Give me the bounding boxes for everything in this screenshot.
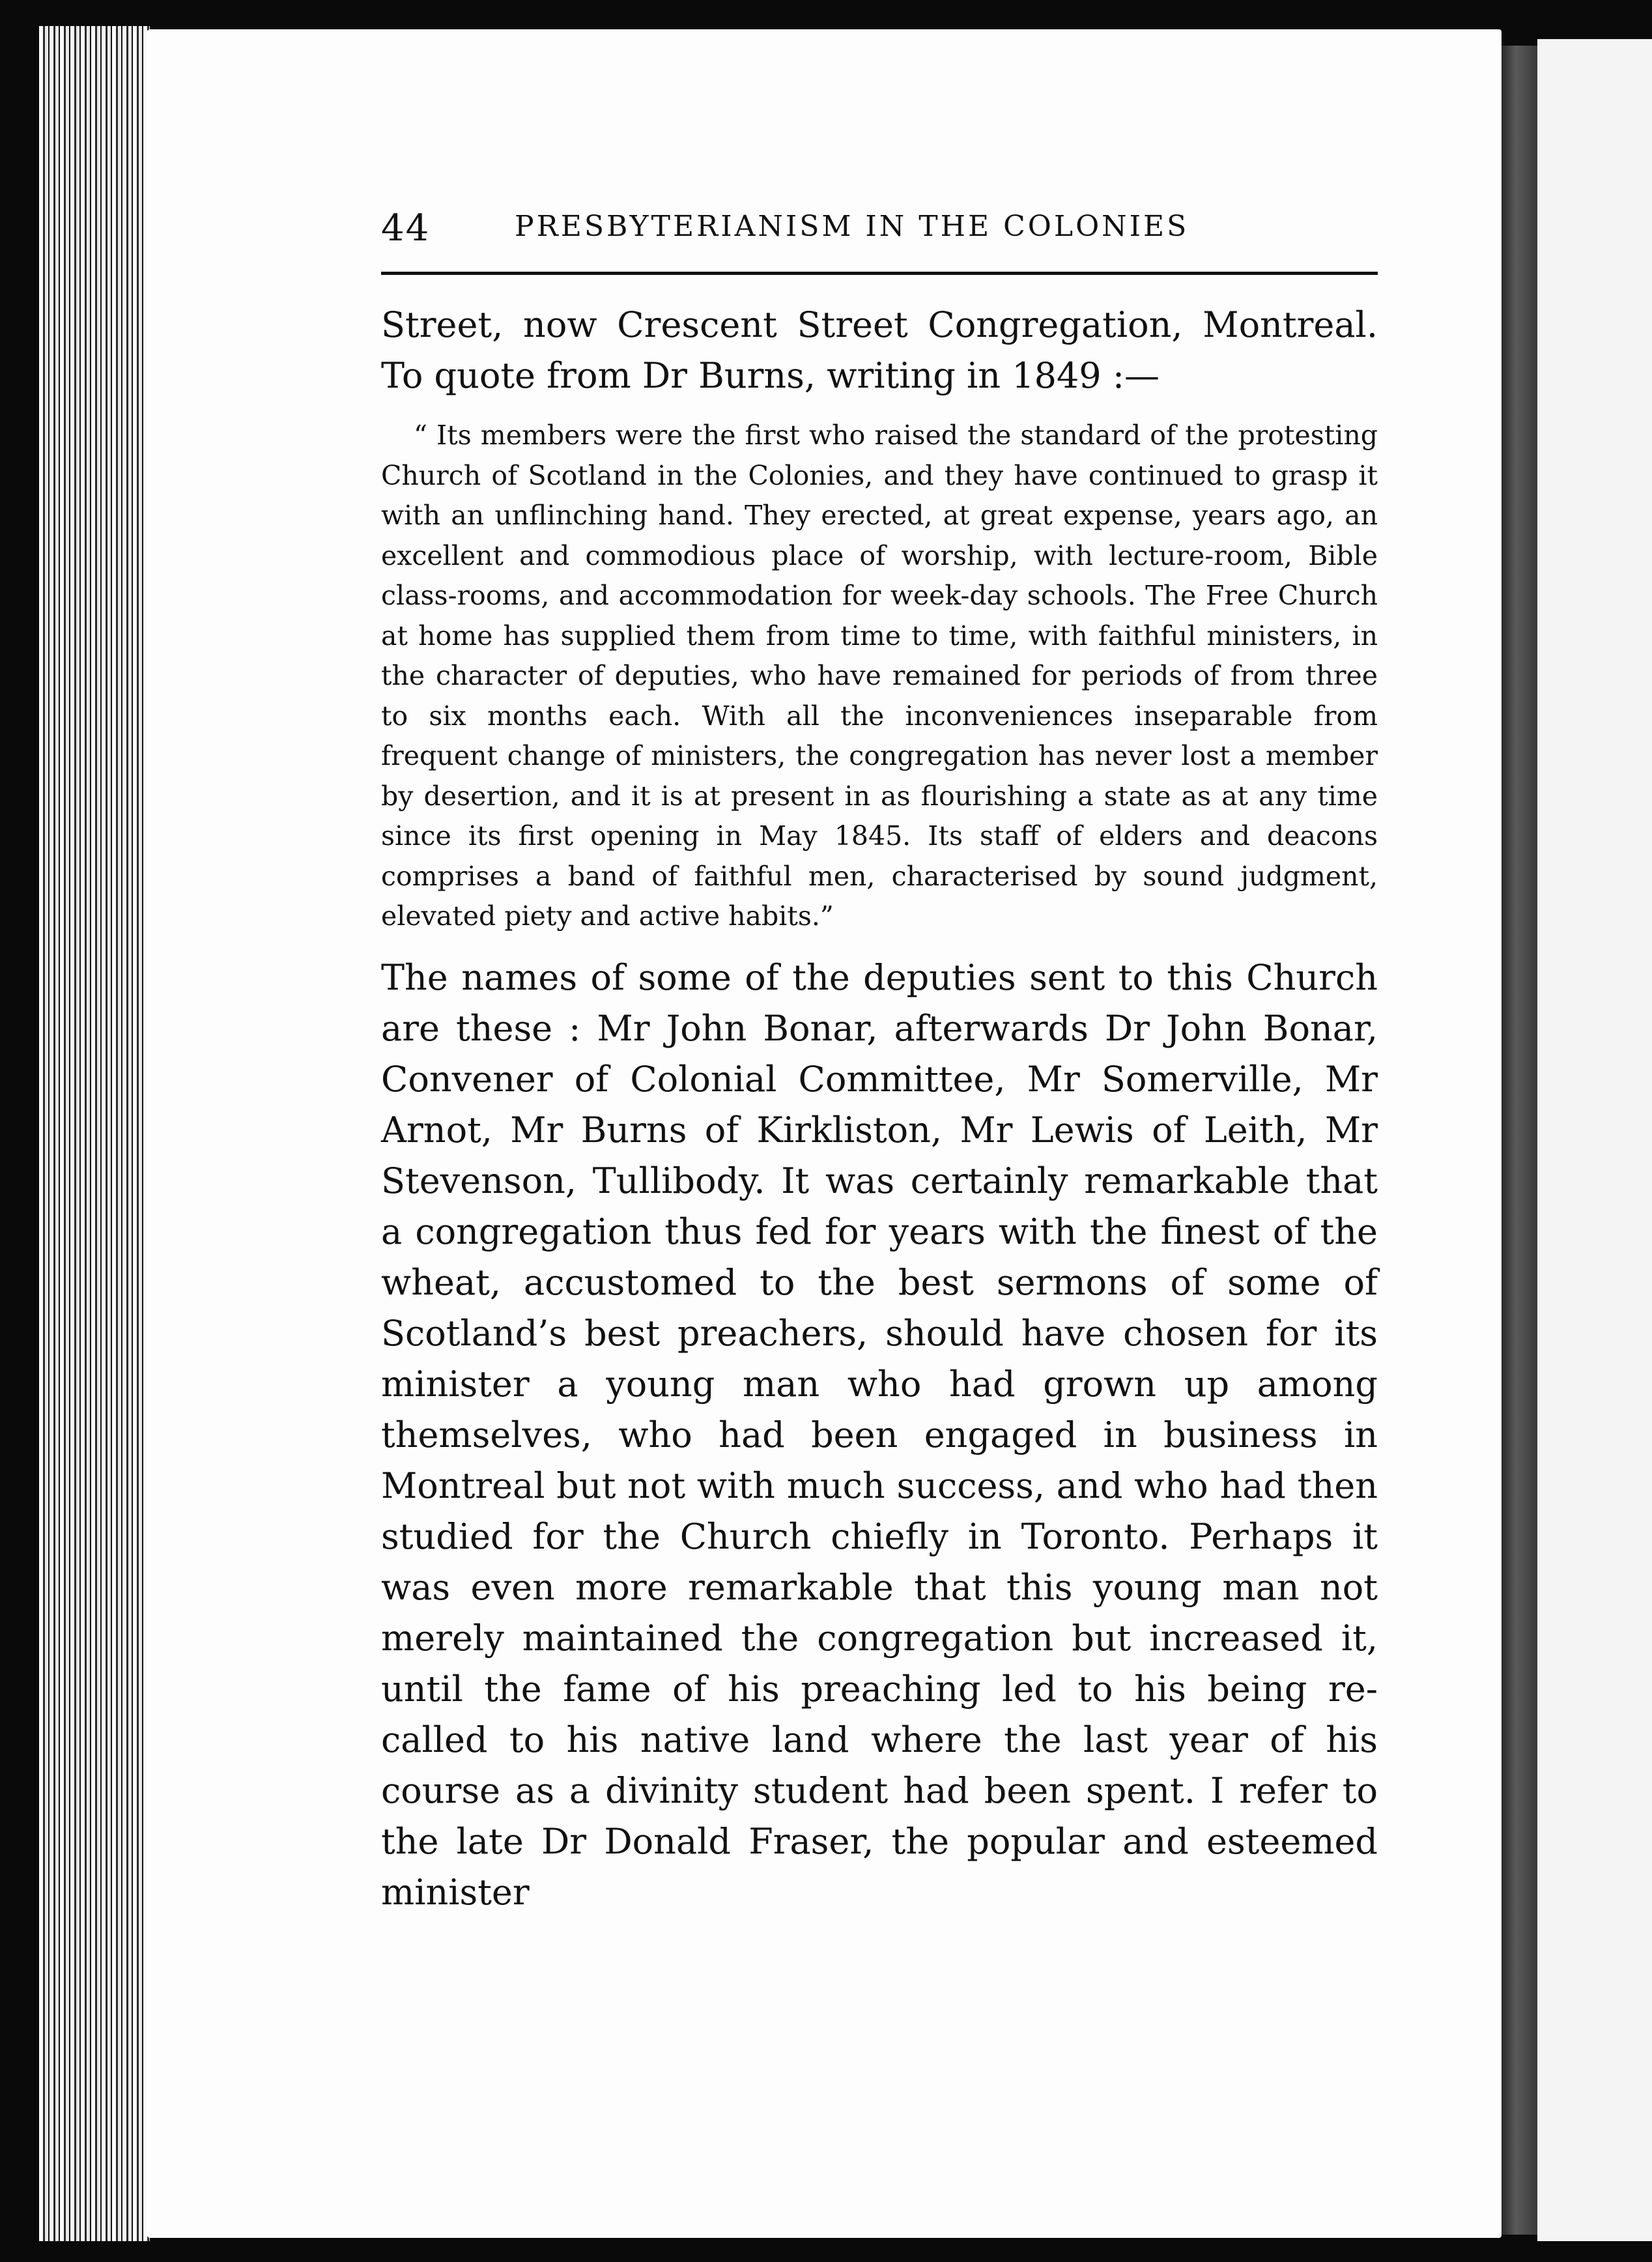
body-text: [381, 300, 1378, 1918]
facing-page-edge: [1537, 39, 1652, 2241]
opening-paragraph: Street, now Crescent Street Congregation, Montreal. To quote from Dr Burns, writing in 1849 :—: [381, 304, 1378, 396]
page-edges-left: [39, 26, 150, 2241]
page-header: [381, 195, 1378, 248]
page-number: 44: [381, 207, 431, 250]
main-paragraph: The names of some of the deputies sent to this Church are these : Mr John Bonar, afterwards Dr John Bonar, Convener of Colonial Committee, Mr Somerville, Mr Arnot, Mr Burns of Kirkliston, Mr Lewis of Leith, Mr Stevenson, Tullibody. It was certainly remarkable that a congregation thus fed for years with the finest of the wheat, accustomed to the best sermons of some of Scotland’s best preachers, should have chosen for its minister a young man who had grown up among themselves, who had been engaged in business in Montreal but not with much success, and who had then studied for the Church chiefly in Toronto. Perhaps it was even more remarkable that this young man not merely maintained the congregation but increased it, until the fame of his preaching led to his being re-called to his native land where the last year of his course as a divinity student had been spent. I refer to the late Dr Donald Fraser, the popular and esteemed minister: [381, 956, 1378, 1913]
block-quotation: “ Its members were the first who raised the standard of the protesting Church of Scotland in the Colonies, and they have continued to grasp it with an unflinching hand. They erected, at great expense, years ago, an excellent and commodious place of worship, with lecture-room, Bible class-rooms, and accommodation for week-day schools. The Free Church at home has supplied them from time to time, with faithful ministers, in the character of deputies, who have remained for periods of from three to six months each. With all the inconveniences inseparable from frequent change of ministers, the congregation has never lost a member by desertion, and it is at present in as flourishing a state as at any time since its first opening in May 1845. Its staff of elders and deacons comprises a band of faithful men, characterised by sound judgment, elevated piety and active habits.”: [381, 420, 1378, 932]
header-rule: [381, 272, 1378, 275]
running-title: PRESBYTERIANISM IN THE COLONIES: [515, 210, 1189, 243]
binding-gutter: [1502, 46, 1537, 2235]
page-content: [381, 195, 1378, 1913]
